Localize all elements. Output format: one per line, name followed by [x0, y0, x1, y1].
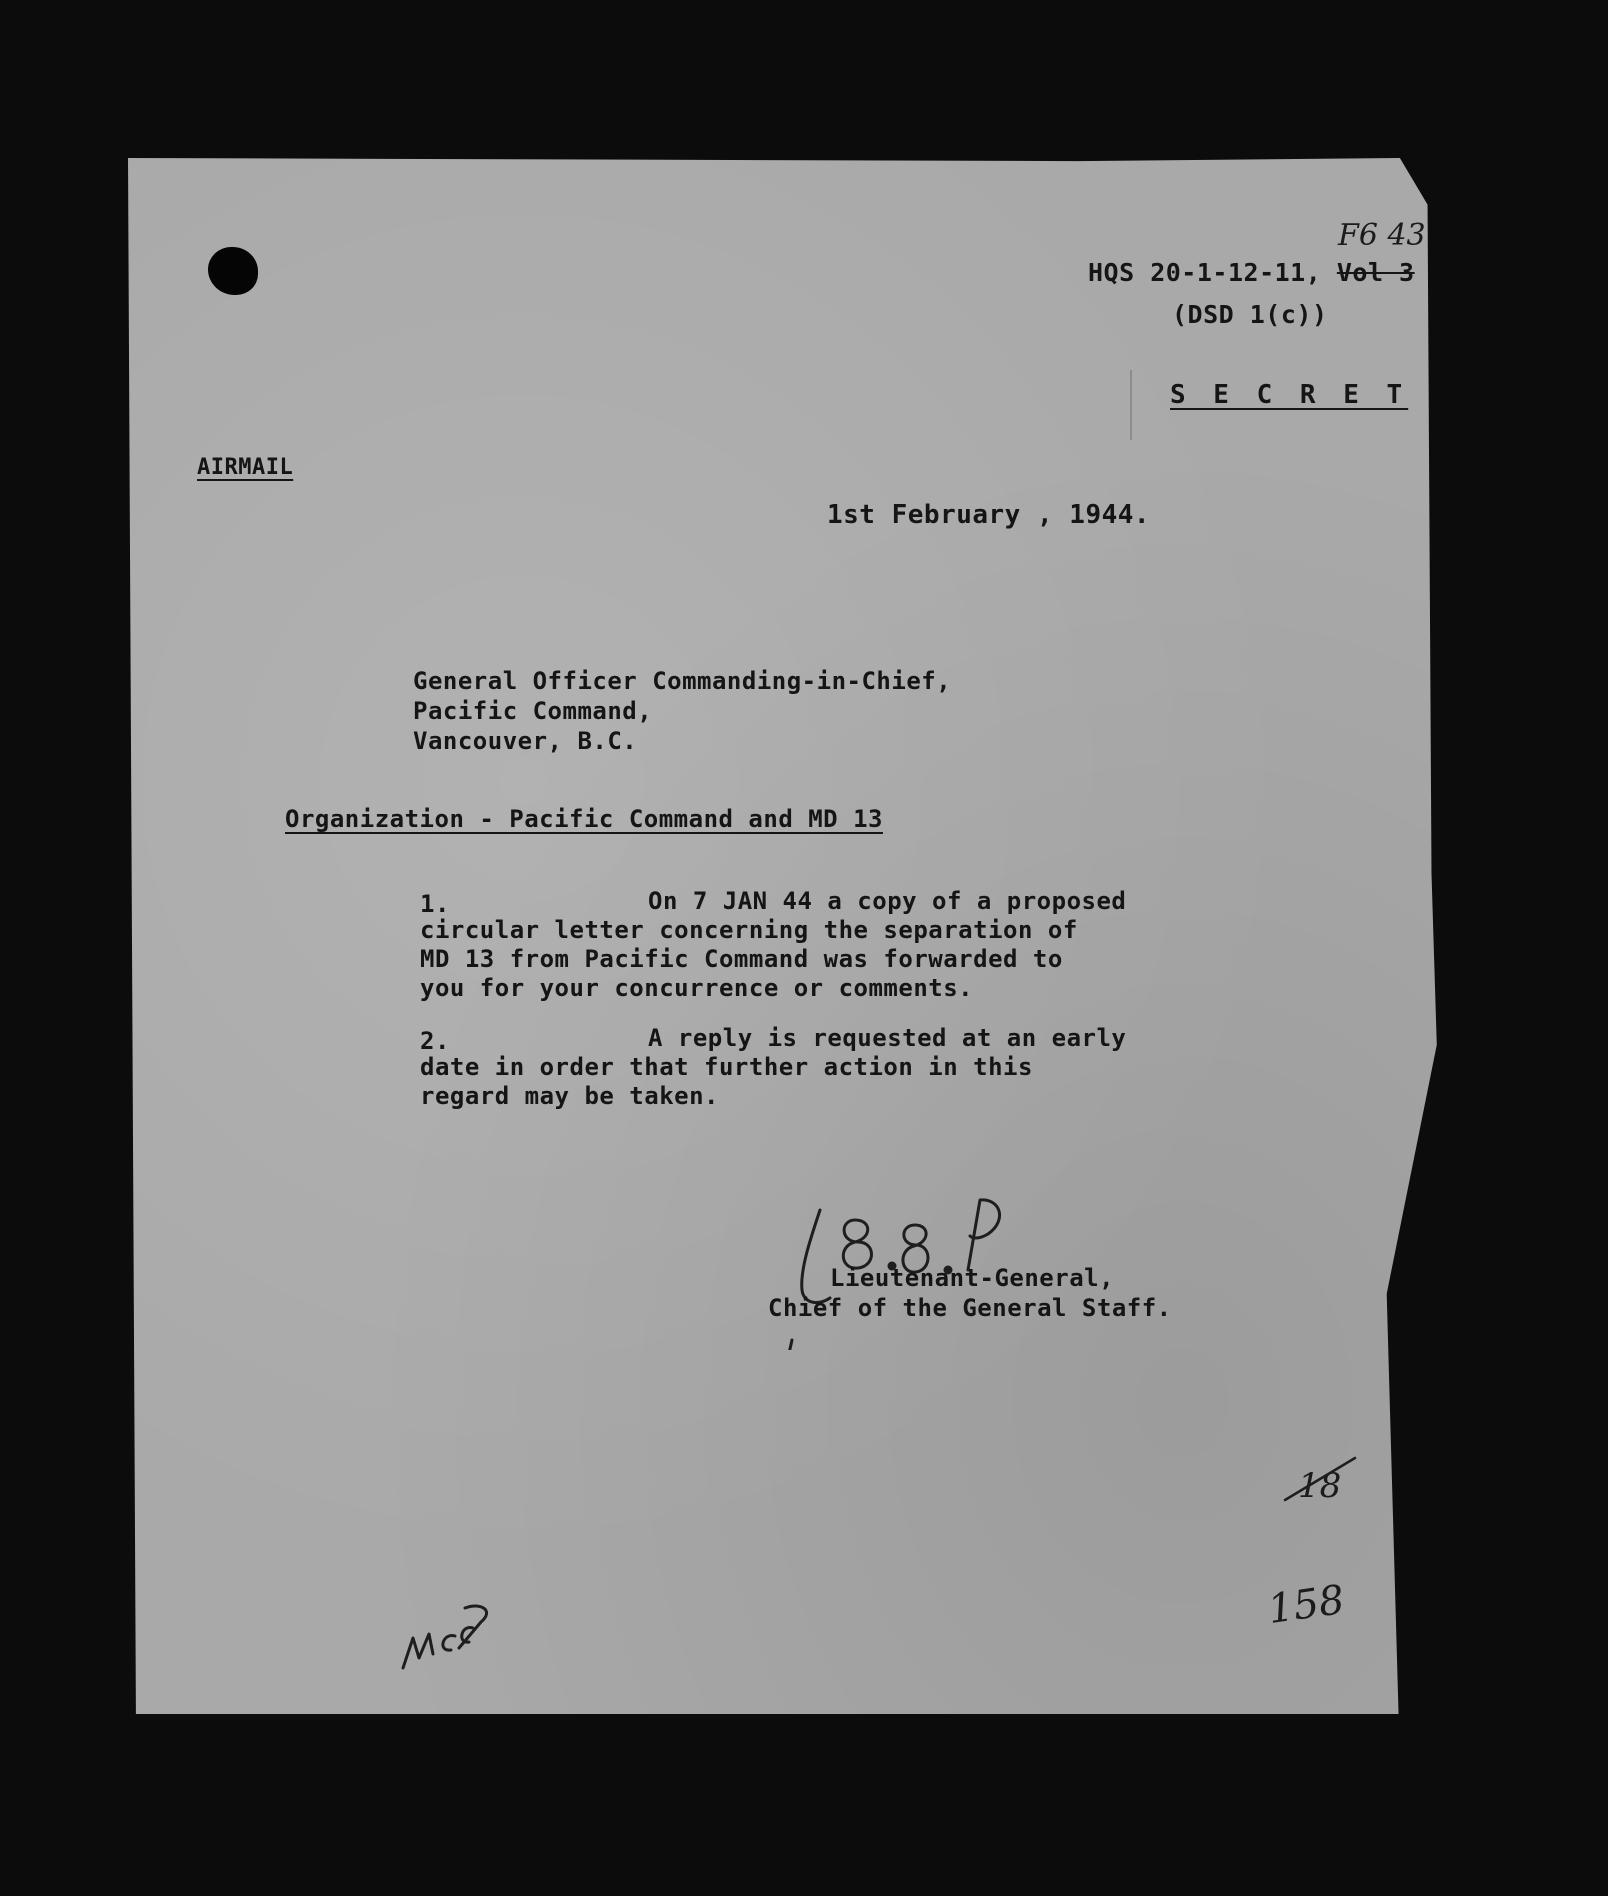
file-reference-number: HQS 20-1-12-11, [1088, 258, 1322, 287]
paragraph-2-line-3: regard may be taken. [420, 1082, 719, 1110]
page-number-slash [1280, 1450, 1360, 1510]
addressee-line-3: Vancouver, B.C. [413, 727, 638, 755]
handwritten-page-number: 18 [1298, 1466, 1342, 1506]
handwritten-file-number: F6 43 [1338, 218, 1426, 253]
airmail-marking: AIRMAIL [197, 455, 294, 480]
branch-reference: (DSD 1(c)) [1172, 300, 1328, 329]
letter-date: 1st February , 1944. [827, 500, 1151, 530]
signature-office: Chief of the General Staff. [768, 1294, 1172, 1322]
paragraph-2-line-2: date in order that further action in this [420, 1053, 1033, 1081]
security-classification: S E C R E T [1170, 380, 1409, 410]
paragraph-1-line-4: you for your concurrence or comments. [420, 974, 974, 1002]
paragraph-1-line-2: circular letter concerning the separation of [420, 916, 1078, 944]
handwritten-lower-number: 158 [1265, 1576, 1348, 1634]
paragraph-1-line-1: On 7 JAN 44 a copy of a proposed [648, 887, 1127, 915]
paragraph-2-number: 2. [420, 1027, 450, 1055]
paragraph-1-line-3: MD 13 from Pacific Command was forwarded to [420, 945, 1063, 973]
subject-line: Organization - Pacific Command and MD 13 [285, 805, 883, 833]
punch-hole [208, 247, 258, 295]
addressee-line-1: General Officer Commanding-in-Chief, [413, 667, 952, 695]
file-reference [1088, 258, 1415, 287]
file-reference-volume: Vol 3 [1336, 258, 1415, 287]
paragraph-2-line-1: A reply is requested at an early [648, 1024, 1127, 1052]
paragraph-1-number: 1. [420, 890, 450, 918]
handwritten-initials [395, 1588, 505, 1678]
addressee-line-2: Pacific Command, [413, 697, 653, 725]
margin-rule [1130, 370, 1132, 440]
signature-title: Lieutenant-General, [830, 1264, 1115, 1292]
